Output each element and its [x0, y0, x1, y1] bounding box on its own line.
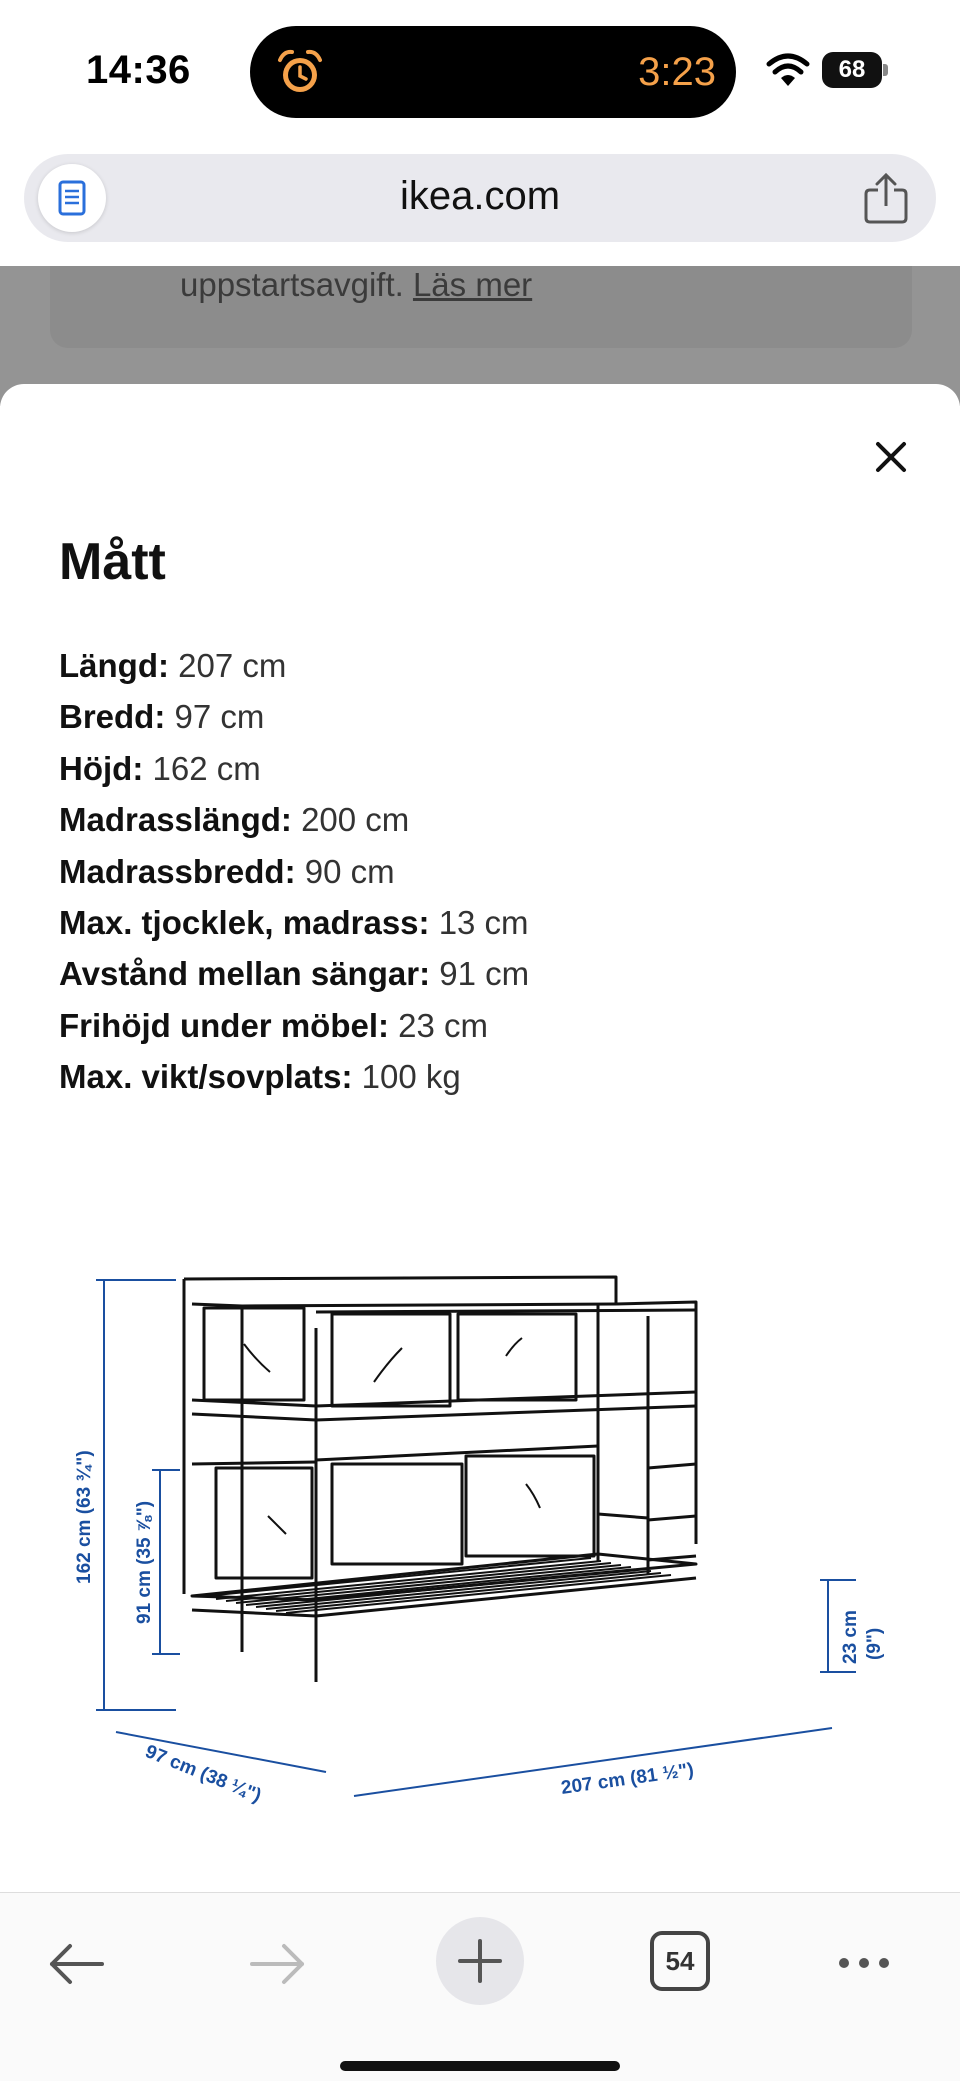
dimension-row	[59, 640, 529, 691]
dimensions-sheet	[0, 384, 960, 1892]
more-icon[interactable]	[836, 1953, 892, 1973]
dimension-value: 162 cm	[152, 749, 261, 787]
forward-arrow-icon[interactable]	[246, 1939, 308, 1989]
background-text	[180, 266, 532, 304]
dimension-value: 91 cm	[439, 955, 530, 993]
wifi-icon	[766, 52, 810, 88]
close-icon[interactable]	[866, 432, 916, 482]
dimension-row	[59, 794, 529, 845]
plus-icon	[436, 1917, 524, 2005]
back-arrow-icon[interactable]	[46, 1939, 108, 1989]
diagram-label-width: 97 cm (38 ¼")	[142, 1741, 265, 1807]
background-text-main: uppstartsavgift.	[180, 266, 404, 303]
url-text[interactable]: ikea.com	[399, 174, 561, 218]
battery-tip	[883, 64, 888, 76]
dimension-label: Höjd:	[59, 749, 144, 787]
dimension-row	[59, 897, 529, 948]
diagram-label-height-total: 162 cm (63 ¾")	[74, 1450, 95, 1584]
dimension-row	[59, 691, 529, 742]
dimension-row	[59, 846, 529, 897]
dimension-row	[59, 1051, 529, 1102]
dimension-row	[59, 948, 529, 999]
share-icon[interactable]	[862, 172, 910, 224]
battery-icon	[822, 52, 888, 88]
new-tab-button[interactable]	[436, 1917, 524, 2005]
dimension-value: 13 cm	[438, 903, 529, 941]
diagram-label-clearance: 23 cm	[840, 1610, 861, 1664]
read-more-link[interactable]: Läs mer	[412, 266, 533, 303]
dimension-value: 97 cm	[174, 698, 265, 736]
dimensions-list	[59, 640, 529, 1103]
dimension-label: Max. tjocklek, madrass:	[59, 903, 430, 941]
status-time: 14:36	[86, 48, 191, 92]
dimension-label: Max. vikt/sovplats:	[59, 1058, 353, 1096]
dimension-row	[59, 1000, 529, 1051]
dimension-value: 100 kg	[361, 1058, 461, 1096]
dimension-label: Madrassbredd:	[59, 852, 296, 890]
dimension-label: Madrasslängd:	[59, 801, 292, 839]
diagram-label-clearance-in: (9")	[864, 1627, 885, 1660]
address-bar[interactable]	[24, 154, 936, 242]
status-bar	[0, 0, 960, 140]
tabs-button[interactable]: 54	[650, 1931, 710, 1991]
bunk-bed-diagram	[56, 1264, 916, 1844]
dimension-label: Avstånd mellan sängar:	[59, 955, 431, 993]
dimension-value: 90 cm	[304, 852, 395, 890]
timer-countdown: 3:23	[638, 50, 716, 94]
diagram-label-height-between: 91 cm (35 ⅞")	[134, 1500, 155, 1624]
dimension-label: Bredd:	[59, 698, 166, 736]
dimension-label: Längd:	[59, 647, 169, 684]
dimension-label: Frihöjd under möbel:	[59, 1006, 389, 1044]
dimension-value: 207 cm	[178, 647, 287, 684]
alarm-clock-icon	[274, 46, 326, 98]
dimension-value: 200 cm	[301, 801, 410, 839]
battery-level: 68	[822, 52, 882, 88]
diagram-label-length: 207 cm (81 ½")	[559, 1759, 696, 1799]
home-indicator	[340, 2061, 620, 2071]
dynamic-island[interactable]	[250, 26, 736, 118]
dimension-row	[59, 743, 529, 794]
browser-toolbar	[0, 1892, 960, 2081]
dimension-value: 23 cm	[398, 1006, 489, 1044]
sheet-title: Mått	[59, 533, 166, 591]
